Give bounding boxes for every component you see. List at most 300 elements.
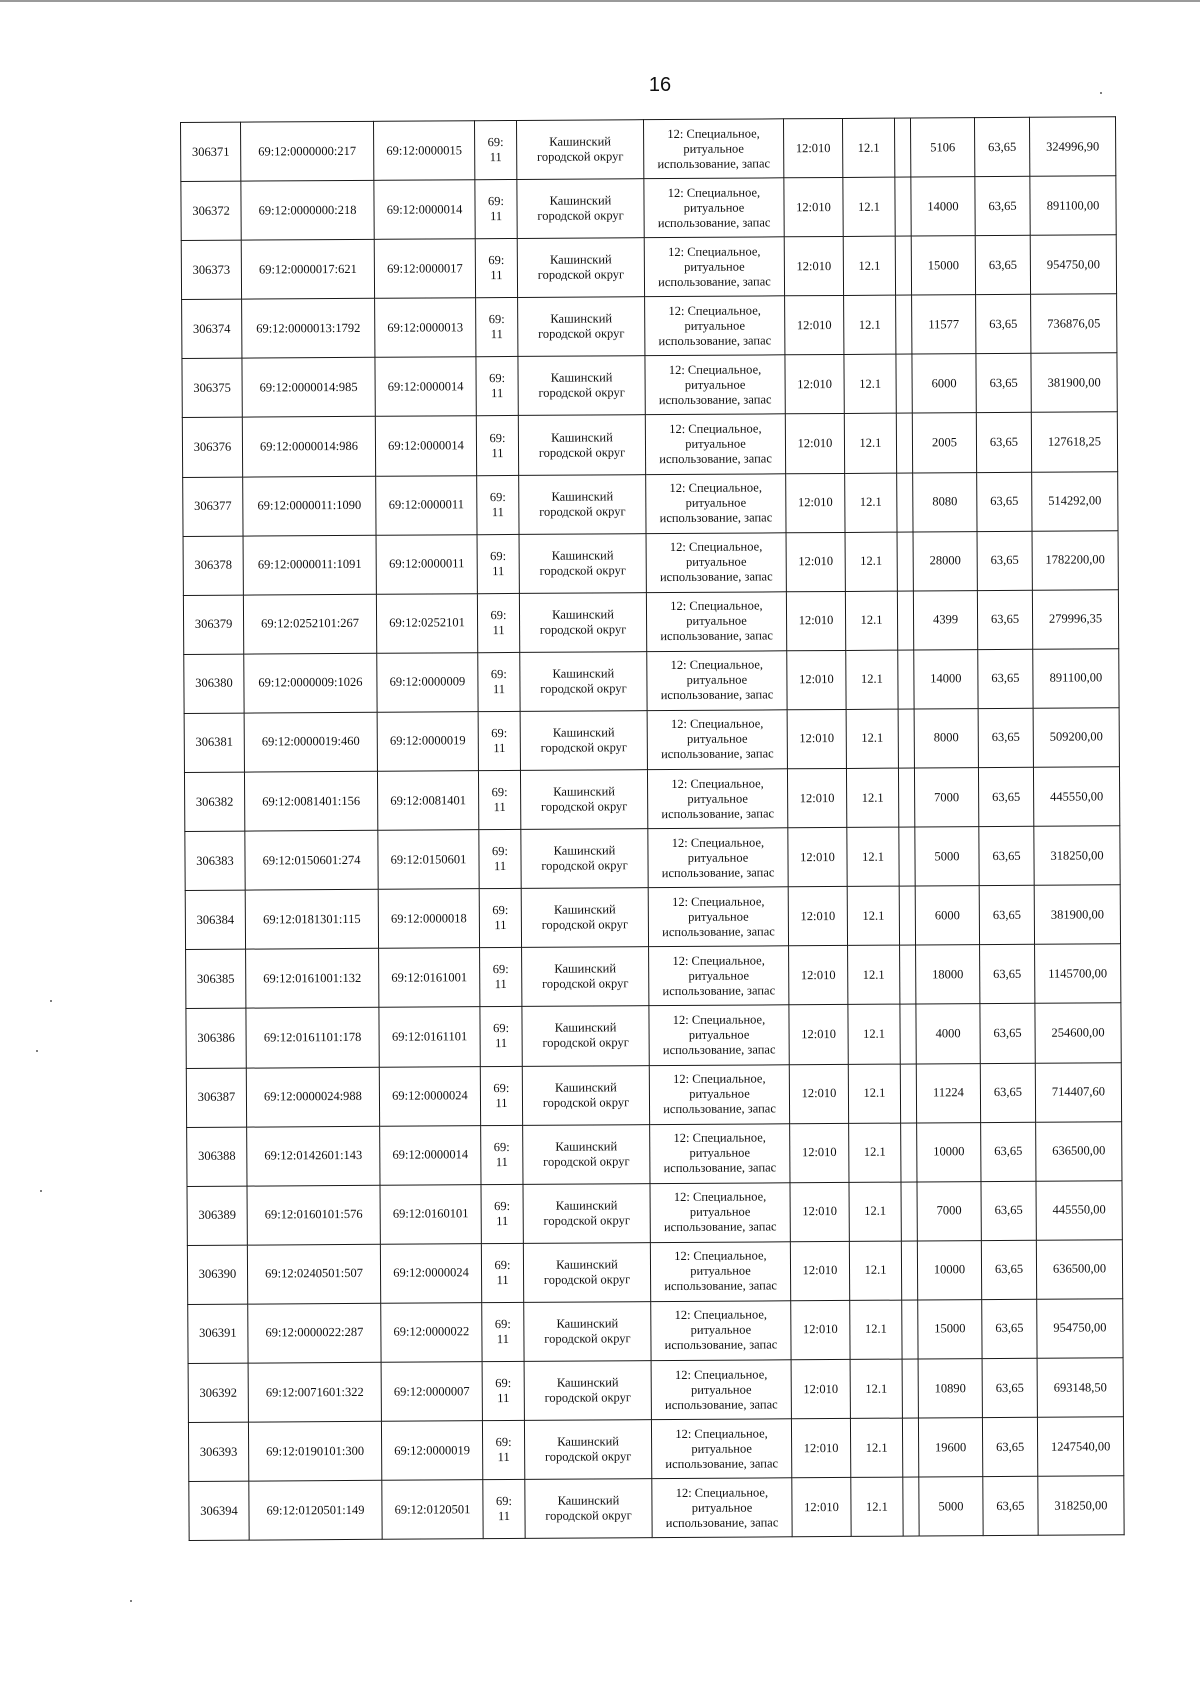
- cell-blank: [895, 177, 911, 236]
- cell-land-use: 12: Специальное, ритуальное использование, запас: [645, 296, 785, 356]
- cell-cadastral-quarter: 69:12:0000014: [375, 416, 476, 476]
- cell-municipality: Кашинский городской округ: [522, 1065, 649, 1125]
- cell-cadastral-quarter: 69:12:0000013: [375, 298, 476, 358]
- cell-use-code: 12:010: [789, 1005, 848, 1064]
- cell-rate: 63,65: [978, 708, 1033, 767]
- cell-cadastral-number: 69:12:0252101:267: [243, 594, 376, 654]
- cell-region-code: 69: 11: [482, 1420, 524, 1479]
- cell-land-use: 12: Специальное, ритуальное использование, запас: [646, 473, 786, 533]
- cell-blank: [896, 295, 912, 354]
- cell-land-use: 12: Специальное, ритуальное использование, запас: [650, 1123, 790, 1183]
- table-row: [183, 471, 1118, 536]
- cell-cadastral-number: 69:12:0081401:156: [244, 771, 377, 831]
- cell-use-code: 12:010: [790, 1241, 849, 1300]
- cell-use-code: 12:010: [791, 1359, 850, 1418]
- cell-rate: 63,65: [979, 826, 1034, 885]
- cell-use-code: 12:010: [785, 355, 844, 414]
- cell-cadastral-quarter: 69:12:0000022: [381, 1303, 482, 1363]
- cell-cadastral-number: 69:12:0161001:132: [246, 949, 379, 1009]
- cell-blank: [900, 945, 916, 1004]
- cell-cadastral-number: 69:12:0190101:300: [248, 1421, 381, 1481]
- cell-cadastral-number: 69:12:0142601:143: [247, 1126, 380, 1186]
- cell-rate: 63,65: [980, 1004, 1035, 1063]
- cell-use-code: 12:010: [789, 946, 848, 1005]
- cell-region-code: 69: 11: [482, 1361, 524, 1420]
- cell-id: 306387: [186, 1068, 246, 1127]
- cell-rate: 63,65: [980, 1063, 1035, 1122]
- cell-use-code: 12:010: [787, 650, 846, 709]
- table-row: [181, 117, 1116, 182]
- cell-municipality: Кашинский городской округ: [521, 888, 648, 948]
- cell-cadastral-value: 954750,00: [1030, 235, 1116, 295]
- cell-municipality: Кашинский городской округ: [523, 1124, 650, 1184]
- cell-land-use: 12: Специальное, ритуальное использование, запас: [647, 651, 787, 711]
- cell-id: 306382: [184, 772, 244, 831]
- cell-cadastral-number: 69:12:0000024:988: [246, 1067, 379, 1127]
- cell-use-code: 12:010: [783, 118, 842, 177]
- cell-region-code: 69: 11: [481, 1243, 523, 1302]
- cell-municipality: Кашинский городской округ: [522, 1006, 649, 1066]
- cell-land-use: 12: Специальное, ритуальное использование, запас: [647, 769, 787, 829]
- cell-rate: 63,65: [982, 1299, 1037, 1358]
- cell-id: 306394: [189, 1481, 249, 1540]
- cell-rate: 63,65: [975, 176, 1030, 235]
- cell-id: 306373: [181, 240, 241, 299]
- cell-land-use: 12: Специальное, ритуальное использование, запас: [651, 1419, 791, 1479]
- cell-rate: 63,65: [982, 1417, 1037, 1476]
- cell-rate: 63,65: [976, 413, 1031, 472]
- cell-blank: [903, 1477, 919, 1536]
- cell-cadastral-number: 69:12:0160101:576: [247, 1185, 380, 1245]
- cell-blank: [901, 1182, 917, 1241]
- cell-use-subcode: 12.1: [849, 1123, 901, 1182]
- cell-id: 306391: [188, 1304, 248, 1363]
- cell-region-code: 69: 11: [481, 1184, 523, 1243]
- cell-rate: 63,65: [981, 1240, 1036, 1299]
- cell-land-use: 12: Специальное, ритуальное использование, запас: [644, 178, 784, 238]
- cell-use-subcode: 12.1: [848, 945, 900, 1004]
- cell-id: 306383: [185, 831, 245, 890]
- table-row: [182, 294, 1117, 359]
- cell-blank: [896, 414, 912, 473]
- cell-cadastral-number: 69:12:0000011:1091: [243, 535, 376, 595]
- cell-blank: [897, 591, 913, 650]
- cell-cadastral-number: 69:12:0000011:1090: [243, 476, 376, 536]
- table-row: [184, 767, 1119, 832]
- cell-use-code: 12:010: [792, 1478, 851, 1537]
- cell-cadastral-quarter: 69:12:0160101: [380, 1184, 481, 1244]
- cell-cadastral-quarter: 69:12:0000011: [376, 534, 477, 594]
- cell-blank: [902, 1300, 918, 1359]
- cell-rate: 63,65: [977, 531, 1032, 590]
- cell-use-code: 12:010: [788, 887, 847, 946]
- cell-land-use: 12: Специальное, ритуальное использование, запас: [648, 828, 788, 888]
- cell-cadastral-value: 127618,25: [1031, 412, 1117, 472]
- cell-id: 306393: [188, 1422, 248, 1481]
- cell-region-code: 69: 11: [474, 120, 516, 179]
- cell-cadastral-quarter: 69:12:0000009: [377, 653, 478, 713]
- cell-cadastral-value: 954750,00: [1037, 1299, 1123, 1359]
- cell-area: 4399: [913, 590, 977, 649]
- table-row: [183, 590, 1118, 655]
- cell-land-use: 12: Специальное, ритуальное использование, запас: [645, 355, 785, 415]
- cell-municipality: Кашинский городской округ: [516, 120, 643, 180]
- cell-cadastral-value: 279996,35: [1032, 590, 1118, 650]
- cell-region-code: 69: 11: [479, 889, 521, 948]
- cell-blank: [897, 532, 913, 591]
- cell-region-code: 69: 11: [476, 416, 518, 475]
- cell-cadastral-number: 69:12:0000013:1792: [242, 299, 375, 359]
- cell-use-subcode: 12.1: [847, 827, 899, 886]
- cell-use-subcode: 12.1: [845, 591, 897, 650]
- cell-area: 15000: [918, 1299, 982, 1358]
- cell-region-code: 69: 11: [479, 830, 521, 889]
- cell-land-use: 12: Специальное, ритуальное использование, запас: [647, 710, 787, 770]
- cell-cadastral-number: 69:12:0000000:218: [241, 180, 374, 240]
- cell-cadastral-number: 69:12:0181301:115: [245, 890, 378, 950]
- table-row: [188, 1299, 1123, 1364]
- cell-use-subcode: 12.1: [842, 118, 894, 177]
- cell-area: 15000: [911, 236, 975, 295]
- cell-land-use: 12: Специальное, ритуальное использование, запас: [645, 414, 785, 474]
- cell-cadastral-value: 445550,00: [1036, 1180, 1122, 1240]
- cell-cadastral-value: 1247540,00: [1037, 1417, 1123, 1477]
- cell-municipality: Кашинский городской округ: [525, 1479, 652, 1539]
- cell-id: 306371: [181, 122, 241, 181]
- table-row: [183, 530, 1118, 595]
- cell-id: 306379: [183, 595, 243, 654]
- cell-cadastral-number: 69:12:0000014:986: [242, 417, 375, 477]
- table-row: [186, 1062, 1121, 1127]
- cell-use-subcode: 12.1: [843, 236, 895, 295]
- scan-speck: [50, 1000, 52, 1002]
- cell-use-subcode: 12.1: [846, 768, 898, 827]
- cell-cadastral-number: 69:12:0150601:274: [245, 830, 378, 890]
- land-registry-table: [180, 116, 1125, 1541]
- cell-use-code: 12:010: [784, 178, 843, 237]
- cell-cadastral-value: 736876,05: [1031, 294, 1117, 354]
- cell-region-code: 69: 11: [483, 1480, 525, 1539]
- cell-land-use: 12: Специальное, ритуальное использование, запас: [643, 119, 783, 179]
- cell-id: 306380: [184, 654, 244, 713]
- cell-rate: 63,65: [982, 1358, 1037, 1417]
- cell-cadastral-number: 69:12:0000014:985: [242, 358, 375, 418]
- table-row: [181, 176, 1116, 241]
- cell-cadastral-value: 891100,00: [1030, 176, 1116, 236]
- cell-region-code: 69: 11: [478, 711, 520, 770]
- cell-use-subcode: 12.1: [844, 355, 896, 414]
- table-row: [188, 1417, 1123, 1482]
- cell-region-code: 69: 11: [476, 357, 518, 416]
- table-row: [184, 649, 1119, 714]
- cell-land-use: 12: Специальное, ритуальное использование, запас: [649, 1064, 789, 1124]
- cell-area: 5106: [910, 118, 974, 177]
- cell-id: 306384: [185, 890, 245, 949]
- cell-region-code: 69: 11: [476, 298, 518, 357]
- cell-area: 11224: [916, 1063, 980, 1122]
- cell-area: 19600: [918, 1418, 982, 1477]
- cell-use-subcode: 12.1: [851, 1477, 903, 1536]
- cell-land-use: 12: Специальное, ритуальное использование, запас: [650, 1242, 790, 1302]
- cell-cadastral-quarter: 69:12:0081401: [377, 771, 478, 831]
- cell-blank: [896, 354, 912, 413]
- cell-rate: 63,65: [977, 472, 1032, 531]
- scan-top-edge: [0, 0, 1200, 2]
- cell-use-subcode: 12.1: [843, 177, 895, 236]
- cell-municipality: Кашинский городской округ: [522, 947, 649, 1007]
- cell-land-use: 12: Специальное, ритуальное использование, запас: [650, 1182, 790, 1242]
- cell-cadastral-number: 69:12:0000009:1026: [244, 653, 377, 713]
- cell-cadastral-quarter: 69:12:0000018: [378, 889, 479, 949]
- cell-blank: [897, 473, 913, 532]
- cell-cadastral-value: 714407,60: [1035, 1062, 1121, 1122]
- cell-cadastral-number: 69:12:0071601:322: [248, 1362, 381, 1422]
- cell-use-subcode: 12.1: [846, 709, 898, 768]
- table-body: [181, 117, 1125, 1541]
- cell-area: 10000: [917, 1122, 981, 1181]
- cell-cadastral-value: 693148,50: [1037, 1358, 1123, 1418]
- cell-cadastral-quarter: 69:12:0000024: [380, 1243, 481, 1303]
- cell-region-code: 69: 11: [480, 1066, 522, 1125]
- cell-cadastral-value: 1782200,00: [1032, 530, 1118, 590]
- cell-cadastral-value: 381900,00: [1031, 353, 1117, 413]
- cell-municipality: Кашинский городской округ: [517, 179, 644, 239]
- cell-cadastral-quarter: 69:12:0161001: [379, 948, 480, 1008]
- cell-cadastral-quarter: 69:12:0000014: [375, 357, 476, 417]
- cell-use-subcode: 12.1: [844, 414, 896, 473]
- cell-region-code: 69: 11: [477, 534, 519, 593]
- cell-cadastral-number: 69:12:0120501:149: [249, 1480, 382, 1540]
- cell-cadastral-number: 69:12:0000019:460: [244, 712, 377, 772]
- table-row: [187, 1121, 1122, 1186]
- cell-blank: [902, 1359, 918, 1418]
- cell-use-subcode: 12.1: [850, 1418, 902, 1477]
- cell-cadastral-value: 636500,00: [1036, 1121, 1122, 1181]
- cell-rate: 63,65: [980, 945, 1035, 1004]
- cell-cadastral-quarter: 69:12:0120501: [382, 1480, 483, 1540]
- cell-cadastral-number: 69:12:0000000:217: [241, 121, 374, 181]
- cell-region-code: 69: 11: [480, 948, 522, 1007]
- cell-blank: [902, 1418, 918, 1477]
- cell-area: 6000: [912, 354, 976, 413]
- cell-municipality: Кашинский городской округ: [521, 829, 648, 889]
- cell-land-use: 12: Специальное, ритуальное использование, запас: [649, 1005, 789, 1065]
- cell-cadastral-value: 318250,00: [1034, 826, 1120, 886]
- cell-land-use: 12: Специальное, ритуальное использование, запас: [646, 592, 786, 652]
- cell-use-code: 12:010: [787, 709, 846, 768]
- cell-cadastral-value: 509200,00: [1033, 708, 1119, 768]
- cell-region-code: 69: 11: [478, 770, 520, 829]
- cell-rate: 63,65: [976, 295, 1031, 354]
- cell-rate: 63,65: [974, 117, 1029, 176]
- cell-id: 306385: [186, 949, 246, 1008]
- table-row: [187, 1180, 1122, 1245]
- cell-use-code: 12:010: [791, 1418, 850, 1477]
- cell-cadastral-number: 69:12:0000022:287: [248, 1303, 381, 1363]
- cell-blank: [898, 650, 914, 709]
- cell-cadastral-value: 891100,00: [1033, 649, 1119, 709]
- cell-use-subcode: 12.1: [850, 1300, 902, 1359]
- cell-area: 14000: [911, 177, 975, 236]
- cell-region-code: 69: 11: [481, 1125, 523, 1184]
- cell-rate: 63,65: [978, 649, 1033, 708]
- cell-area: 6000: [915, 886, 979, 945]
- scan-speck: [40, 1190, 42, 1192]
- cell-use-code: 12:010: [787, 768, 846, 827]
- cell-land-use: 12: Специальное, ритуальное использование, запас: [649, 946, 789, 1006]
- cell-region-code: 69: 11: [477, 593, 519, 652]
- cell-area: 28000: [913, 531, 977, 590]
- cell-area: 18000: [916, 945, 980, 1004]
- cell-rate: 63,65: [978, 767, 1033, 826]
- cell-land-use: 12: Специальное, ритуальное использование, запас: [644, 237, 784, 297]
- scan-speck: [130, 1600, 132, 1602]
- cell-use-subcode: 12.1: [845, 473, 897, 532]
- table-row: [182, 412, 1117, 477]
- cell-cadastral-quarter: 69:12:0000017: [374, 239, 475, 299]
- cell-land-use: 12: Специальное, ритуальное использование, запас: [646, 532, 786, 592]
- cell-rate: 63,65: [977, 590, 1032, 649]
- cell-id: 306381: [184, 713, 244, 772]
- cell-municipality: Кашинский городской округ: [520, 711, 647, 771]
- cell-municipality: Кашинский городской округ: [518, 356, 645, 416]
- scan-speck: [36, 1050, 38, 1052]
- cell-cadastral-value: 445550,00: [1033, 767, 1119, 827]
- page-number: 16: [648, 74, 672, 96]
- cell-cadastral-value: 254600,00: [1035, 1003, 1121, 1063]
- cell-blank: [901, 1123, 917, 1182]
- cell-municipality: Кашинский городской округ: [523, 1183, 650, 1243]
- cell-id: 306376: [182, 418, 242, 477]
- cell-use-code: 12:010: [790, 1182, 849, 1241]
- cell-area: 7000: [917, 1181, 981, 1240]
- cell-blank: [898, 768, 914, 827]
- table-row: [189, 1476, 1124, 1541]
- cell-use-code: 12:010: [791, 1300, 850, 1359]
- cell-area: 14000: [914, 649, 978, 708]
- cell-cadastral-quarter: 69:12:0000014: [374, 180, 475, 240]
- cell-use-subcode: 12.1: [848, 1005, 900, 1064]
- cell-cadastral-value: 514292,00: [1032, 471, 1118, 531]
- cell-cadastral-quarter: 69:12:0000019: [381, 1421, 482, 1481]
- cell-municipality: Кашинский городской округ: [518, 297, 645, 357]
- cell-municipality: Кашинский городской округ: [519, 474, 646, 534]
- cell-cadastral-quarter: 69:12:0000007: [381, 1362, 482, 1422]
- cell-land-use: 12: Специальное, ритуальное использование, запас: [652, 1478, 792, 1538]
- cell-blank: [899, 886, 915, 945]
- scan-speck: [1100, 92, 1102, 94]
- cell-rate: 63,65: [979, 886, 1034, 945]
- cell-use-subcode: 12.1: [849, 1241, 901, 1300]
- cell-use-subcode: 12.1: [844, 295, 896, 354]
- cell-cadastral-number: 69:12:0240501:507: [247, 1244, 380, 1304]
- cell-cadastral-value: 318250,00: [1038, 1476, 1124, 1536]
- cell-area: 8000: [914, 709, 978, 768]
- cell-use-subcode: 12.1: [850, 1359, 902, 1418]
- cell-cadastral-quarter: 69:12:0000014: [380, 1125, 481, 1185]
- cell-region-code: 69: 11: [480, 1007, 522, 1066]
- cell-municipality: Кашинский городской округ: [524, 1420, 651, 1480]
- cell-use-code: 12:010: [786, 473, 845, 532]
- cell-land-use: 12: Специальное, ритуальное использование, запас: [651, 1301, 791, 1361]
- cell-use-code: 12:010: [786, 532, 845, 591]
- table-row: [188, 1358, 1123, 1423]
- cell-id: 306389: [187, 1186, 247, 1245]
- cell-id: 306374: [182, 299, 242, 358]
- cell-cadastral-quarter: 69:12:0000019: [377, 712, 478, 772]
- cell-use-code: 12:010: [785, 296, 844, 355]
- cell-id: 306372: [181, 181, 241, 240]
- cell-area: 8080: [913, 472, 977, 531]
- cell-cadastral-value: 324996,90: [1029, 117, 1115, 177]
- cell-blank: [901, 1241, 917, 1300]
- cell-blank: [895, 236, 911, 295]
- cell-municipality: Кашинский городской округ: [524, 1302, 651, 1362]
- cell-region-code: 69: 11: [482, 1302, 524, 1361]
- cell-blank: [898, 709, 914, 768]
- cell-municipality: Кашинский городской округ: [518, 415, 645, 475]
- cell-area: 7000: [914, 768, 978, 827]
- cell-use-code: 12:010: [784, 237, 843, 296]
- cell-use-subcode: 12.1: [847, 886, 899, 945]
- cell-id: 306392: [188, 1363, 248, 1422]
- cell-municipality: Кашинский городской округ: [520, 652, 647, 712]
- cell-municipality: Кашинский городской округ: [519, 533, 646, 593]
- cell-cadastral-quarter: 69:12:0000015: [373, 121, 474, 181]
- cell-cadastral-number: 69:12:0000017:621: [241, 240, 374, 300]
- cell-use-subcode: 12.1: [848, 1064, 900, 1123]
- cell-use-code: 12:010: [790, 1123, 849, 1182]
- cell-cadastral-quarter: 69:12:0161101: [379, 1007, 480, 1067]
- cell-area: 10000: [917, 1240, 981, 1299]
- cell-cadastral-quarter: 69:12:0150601: [378, 830, 479, 890]
- cell-rate: 63,65: [983, 1476, 1038, 1535]
- cell-blank: [899, 827, 915, 886]
- cell-use-code: 12:010: [785, 414, 844, 473]
- cell-area: 5000: [919, 1477, 983, 1536]
- cell-blank: [894, 118, 910, 177]
- table-row: [187, 1240, 1122, 1305]
- cell-id: 306388: [187, 1127, 247, 1186]
- cell-municipality: Кашинский городской округ: [520, 770, 647, 830]
- cell-blank: [900, 1064, 916, 1123]
- cell-id: 306386: [186, 1009, 246, 1068]
- cell-use-code: 12:010: [788, 828, 847, 887]
- cell-id: 306390: [187, 1245, 247, 1304]
- table-row: [186, 1003, 1121, 1068]
- cell-rate: 63,65: [976, 354, 1031, 413]
- cell-rate: 63,65: [981, 1181, 1036, 1240]
- table-row: [185, 826, 1120, 891]
- cell-blank: [900, 1004, 916, 1063]
- cell-municipality: Кашинский городской округ: [523, 1242, 650, 1302]
- cell-region-code: 69: 11: [475, 180, 517, 239]
- cell-region-code: 69: 11: [478, 652, 520, 711]
- cell-land-use: 12: Специальное, ритуальное использование, запас: [648, 887, 788, 947]
- cell-region-code: 69: 11: [475, 239, 517, 298]
- cell-cadastral-number: 69:12:0161101:178: [246, 1008, 379, 1068]
- cell-municipality: Кашинский городской округ: [517, 238, 644, 298]
- table-row: [184, 708, 1119, 773]
- cell-rate: 63,65: [981, 1122, 1036, 1181]
- cell-rate: 63,65: [975, 235, 1030, 294]
- cell-area: 2005: [912, 413, 976, 472]
- cell-use-subcode: 12.1: [849, 1182, 901, 1241]
- cell-land-use: 12: Специальное, ритуальное использование, запас: [651, 1360, 791, 1420]
- cell-cadastral-quarter: 69:12:0252101: [376, 593, 477, 653]
- cell-region-code: 69: 11: [477, 475, 519, 534]
- cell-cadastral-value: 1145700,00: [1035, 944, 1121, 1004]
